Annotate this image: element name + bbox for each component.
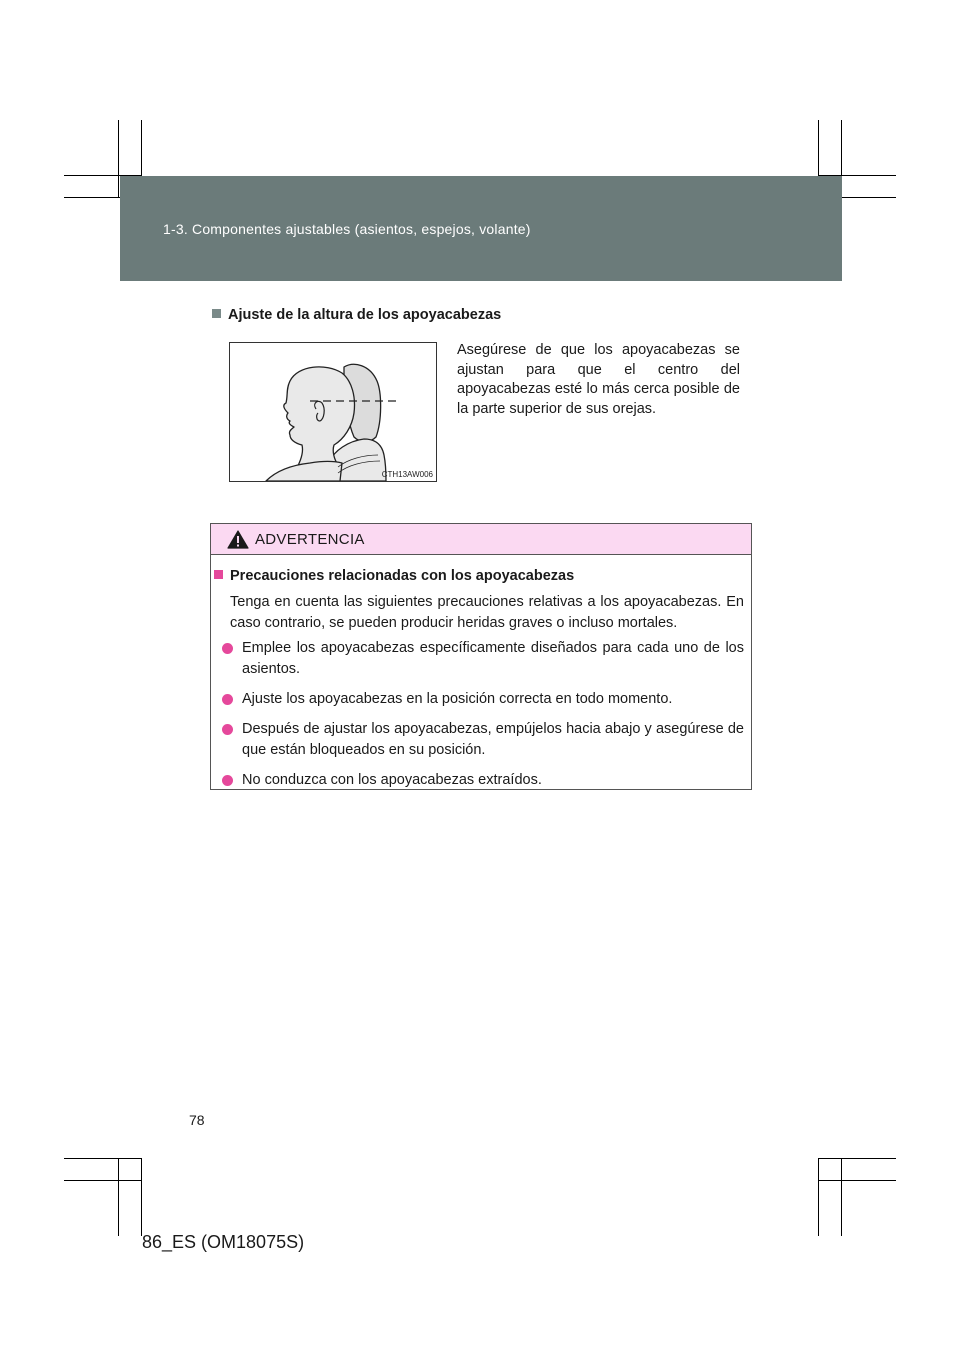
- crop-mark: [64, 1158, 142, 1159]
- section-title: 1-3. Componentes ajustables (asientos, espejos, volante): [163, 221, 531, 237]
- warning-bullet-list: [222, 638, 744, 800]
- list-item: [222, 770, 744, 791]
- bullet-dot-icon: [222, 694, 233, 705]
- headrest-figure: [229, 342, 437, 482]
- section-heading-text: Ajuste de la altura de los apoyacabezas: [228, 307, 502, 323]
- list-item: [222, 638, 744, 680]
- crop-mark: [118, 120, 119, 198]
- list-item: [222, 689, 744, 710]
- headrest-illustration: [230, 343, 436, 481]
- square-bullet-icon: [214, 570, 223, 579]
- bullet-dot-icon: [222, 643, 233, 654]
- document-code: 86_ES (OM18075S): [142, 1232, 305, 1252]
- warning-intro: Tenga en cuenta las siguientes precauciones relativas a los apoyacabezas. En caso contrario, se pueden producir heridas graves o incluso mortales.: [230, 594, 744, 631]
- section-heading: [212, 307, 501, 323]
- warning-heading-text: Precauciones relacionadas con los apoyacabezas: [230, 568, 575, 584]
- warning-header: [211, 524, 751, 555]
- warning-heading: [214, 568, 574, 584]
- crop-mark: [141, 1158, 142, 1236]
- crop-mark: [64, 1180, 142, 1181]
- page-number: 78: [189, 1112, 205, 1128]
- warning-box: [210, 523, 752, 790]
- list-item: [222, 719, 744, 761]
- list-item-text: Emplee los apoyacabezas específicamente diseñados para cada uno de los asientos.: [242, 640, 744, 677]
- square-bullet-icon: [212, 309, 221, 318]
- list-item-text: Ajuste los apoyacabezas en la posición correcta en todo momento.: [242, 691, 673, 707]
- list-item-text: Después de ajustar los apoyacabezas, empújelos hacia abajo y asegúrese de que están bloqueados en su posición.: [242, 721, 744, 758]
- warning-title: ADVERTENCIA: [255, 531, 365, 548]
- bullet-dot-icon: [222, 724, 233, 735]
- figure-code: CTH13AW006: [381, 470, 433, 479]
- bullet-dot-icon: [222, 775, 233, 786]
- warning-triangle-icon: [227, 530, 249, 549]
- list-item-text: No conduzca con los apoyacabezas extraídos.: [242, 772, 542, 788]
- crop-mark: [118, 1158, 119, 1236]
- crop-mark: [818, 1158, 896, 1159]
- crop-mark: [818, 1158, 819, 1236]
- crop-mark: [841, 1158, 842, 1236]
- crop-mark: [818, 1180, 896, 1181]
- headrest-description: Asegúrese de que los apoyacabezas se ajustan para que el centro del apoyacabezas esté lo más cerca posible de la parte superior de sus orejas.: [457, 342, 740, 417]
